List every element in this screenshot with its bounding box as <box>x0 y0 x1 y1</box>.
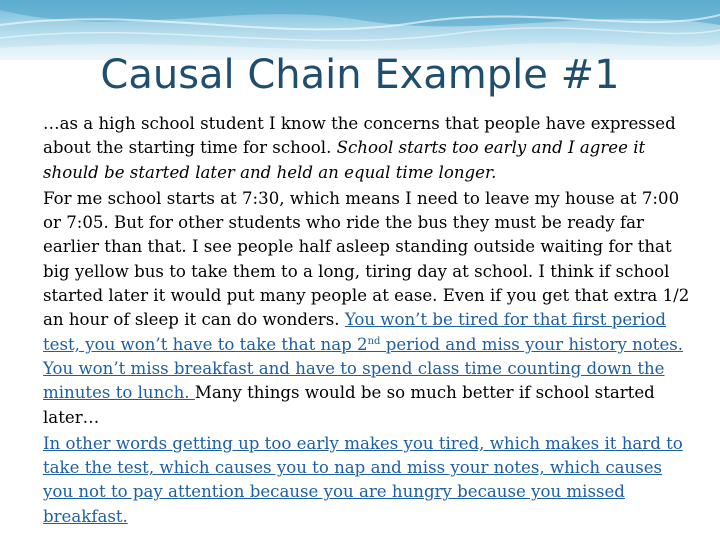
example-text-end: Many things would be so much better if school started later… <box>43 383 655 427</box>
intro-italic-text: School starts too early and I agree it should be started later and held an equal time longer. <box>43 138 646 182</box>
slide-title: Causal Chain Example #1 <box>100 52 620 98</box>
causal-chain-link-2[interactable]: In other words getting up too early makes you tired, which makes it hard to take the test, which causes you to nap and miss your notes, which causes you not to pay attention because you are hungry because you missed breakfast. <box>43 433 683 526</box>
paragraph-intro <box>43 112 693 185</box>
link-superscript[interactable]: nd <box>367 335 381 347</box>
link-text-part1[interactable]: You won’t be tired for that first period test, you won’t have to take that nap 2 <box>43 310 666 354</box>
paragraph-summary <box>43 432 693 529</box>
link-text-part2[interactable]: period and miss your history notes. You won’t miss breakfast and have to spend class time counting down the minutes to lunch. <box>43 334 684 403</box>
decorative-header-band <box>0 0 720 60</box>
example-text-start: For me school starts at 7:30, which means I need to leave my house at 7:00 or 7:05. But for other students who ride the bus they must be ready far earlier than that. I see people half asleep standing outside waiting for that big yellow bus to take them to a long, tiring day at school. I think if school started later it would put many people at ease. Even if you get that extra 1/2 an hour of sleep it can do wonders. <box>43 188 690 330</box>
paragraph-example <box>43 187 693 430</box>
slide-body <box>43 112 693 529</box>
wave-decoration <box>0 0 720 60</box>
intro-text: …as a high school student I know the concerns that people have expressed about the starting time for school. <box>43 114 676 158</box>
